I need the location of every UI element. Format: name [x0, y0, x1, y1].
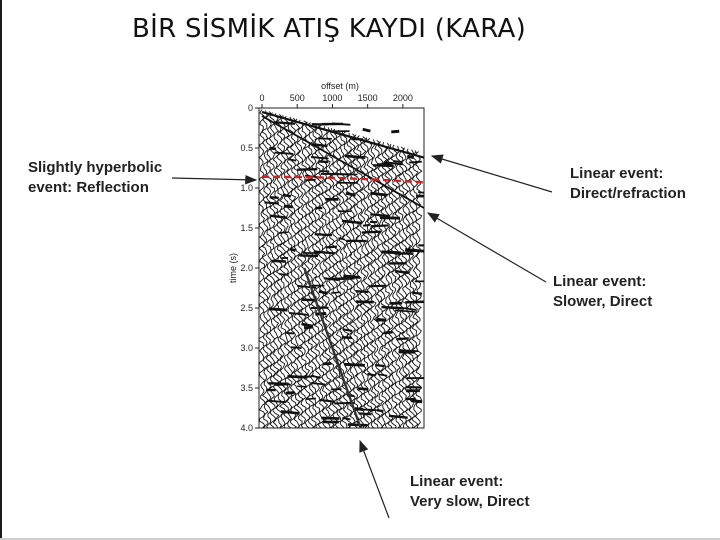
y-tick-label: 1.0 — [240, 183, 253, 193]
wiggle-streak — [283, 195, 291, 196]
wiggle-streak — [372, 225, 389, 226]
annotation-very-slow-line2: Very slow, Direct — [410, 493, 530, 510]
arrow-slower-direct — [428, 213, 546, 282]
wiggle-streak — [348, 424, 368, 425]
arrow-refraction — [432, 156, 552, 192]
wiggle-streak — [315, 234, 332, 235]
wiggle-streak — [418, 245, 440, 246]
wiggle-streak — [381, 307, 402, 308]
wiggle-streak — [344, 364, 365, 365]
wiggle-streak — [359, 413, 372, 414]
y-tick-label: 0 — [247, 103, 253, 113]
annotation-very-slow-direct — [410, 472, 530, 512]
y-tick-label: 3.5 — [240, 383, 253, 393]
wiggle-streak — [396, 271, 409, 273]
y-axis-label: time (s) — [228, 253, 238, 283]
wiggle-streak — [289, 249, 295, 251]
slide-title: BİR SİSMİK ATIŞ KAYDI (KARA) — [132, 14, 527, 44]
arrow-very-slow-direct — [360, 441, 389, 518]
wiggle-streak — [413, 293, 422, 294]
wiggle-streak — [358, 388, 368, 389]
x-tick-label: 1000 — [322, 93, 343, 103]
wiggle-streak — [269, 309, 287, 310]
wiggle-streak — [363, 225, 370, 226]
wiggle-streak — [286, 393, 295, 394]
wiggle-streak — [279, 232, 288, 233]
y-tick-label: 2.5 — [240, 303, 253, 313]
wiggle-streak — [319, 161, 329, 162]
wiggle-streak — [375, 365, 384, 366]
annotation-slower-line2: Slower, Direct — [553, 293, 653, 310]
wiggle-streak — [333, 278, 355, 279]
x-tick-label: 500 — [289, 93, 305, 103]
annotation-refraction-line1: Linear event: — [570, 165, 664, 182]
wiggle-streak — [321, 418, 339, 419]
annotation-reflection-line2: event: Reflection — [28, 179, 149, 196]
annotation-slower-line1: Linear event: — [553, 273, 647, 290]
wiggle-streak — [356, 302, 374, 303]
wiggle-streak — [264, 202, 278, 203]
x-tick-label: 2000 — [392, 93, 413, 103]
wiggle-streak — [269, 148, 276, 149]
wiggle-streak — [383, 332, 392, 333]
annotation-refraction — [570, 164, 686, 204]
wiggle-streak — [297, 386, 307, 387]
x-axis-ticks — [259, 93, 412, 108]
wiggle-streak — [272, 261, 286, 262]
wiggle-streak — [409, 162, 422, 163]
wiggle-streak — [342, 337, 352, 338]
y-tick-label: 4.0 — [240, 423, 253, 433]
wiggle-streak — [284, 206, 293, 207]
wiggle-streak — [405, 302, 424, 303]
arrow-reflection — [172, 178, 256, 180]
wiggle-streak — [356, 291, 369, 292]
wiggle-streak — [304, 327, 313, 328]
annotation-refraction-line2: Direct/refraction — [570, 185, 686, 202]
wiggle-streak — [380, 218, 400, 219]
wiggle-streak — [393, 161, 402, 162]
wiggle-streak — [291, 347, 301, 348]
wiggle-streak — [407, 156, 413, 157]
wiggle-streak — [367, 374, 375, 376]
x-axis-label: offset (m) — [321, 81, 359, 91]
wiggle-streak — [287, 376, 307, 377]
wiggle-streak — [391, 131, 399, 132]
wiggle-streak — [397, 338, 409, 339]
y-axis-ticks — [240, 103, 259, 433]
wiggle-streak — [420, 251, 441, 252]
wiggle-streak — [363, 129, 371, 131]
wiggle-streak — [362, 232, 381, 233]
y-tick-label: 1.5 — [240, 223, 253, 233]
y-tick-label: 0.5 — [240, 143, 253, 153]
y-tick-label: 3.0 — [240, 343, 253, 353]
wiggle-streak — [369, 286, 387, 287]
wiggle-streak — [418, 192, 426, 193]
wiggle-streak — [331, 292, 340, 293]
wiggle-streak — [326, 247, 337, 248]
annotation-very-slow-line1: Linear event: — [410, 473, 504, 490]
x-tick-label: 1500 — [357, 93, 378, 103]
wiggle-streak — [306, 398, 316, 399]
wiggle-streak — [346, 193, 356, 195]
wiggle-streak — [411, 401, 422, 402]
x-tick-label: 0 — [259, 93, 265, 103]
annotation-reflection-line1: Slightly hyperbolic — [28, 159, 163, 176]
y-tick-label: 2.0 — [240, 263, 253, 273]
annotation-slower-direct — [553, 272, 652, 312]
wiggle-streak — [274, 122, 295, 123]
wiggle-streak — [345, 156, 365, 158]
annotation-reflection — [28, 158, 162, 198]
